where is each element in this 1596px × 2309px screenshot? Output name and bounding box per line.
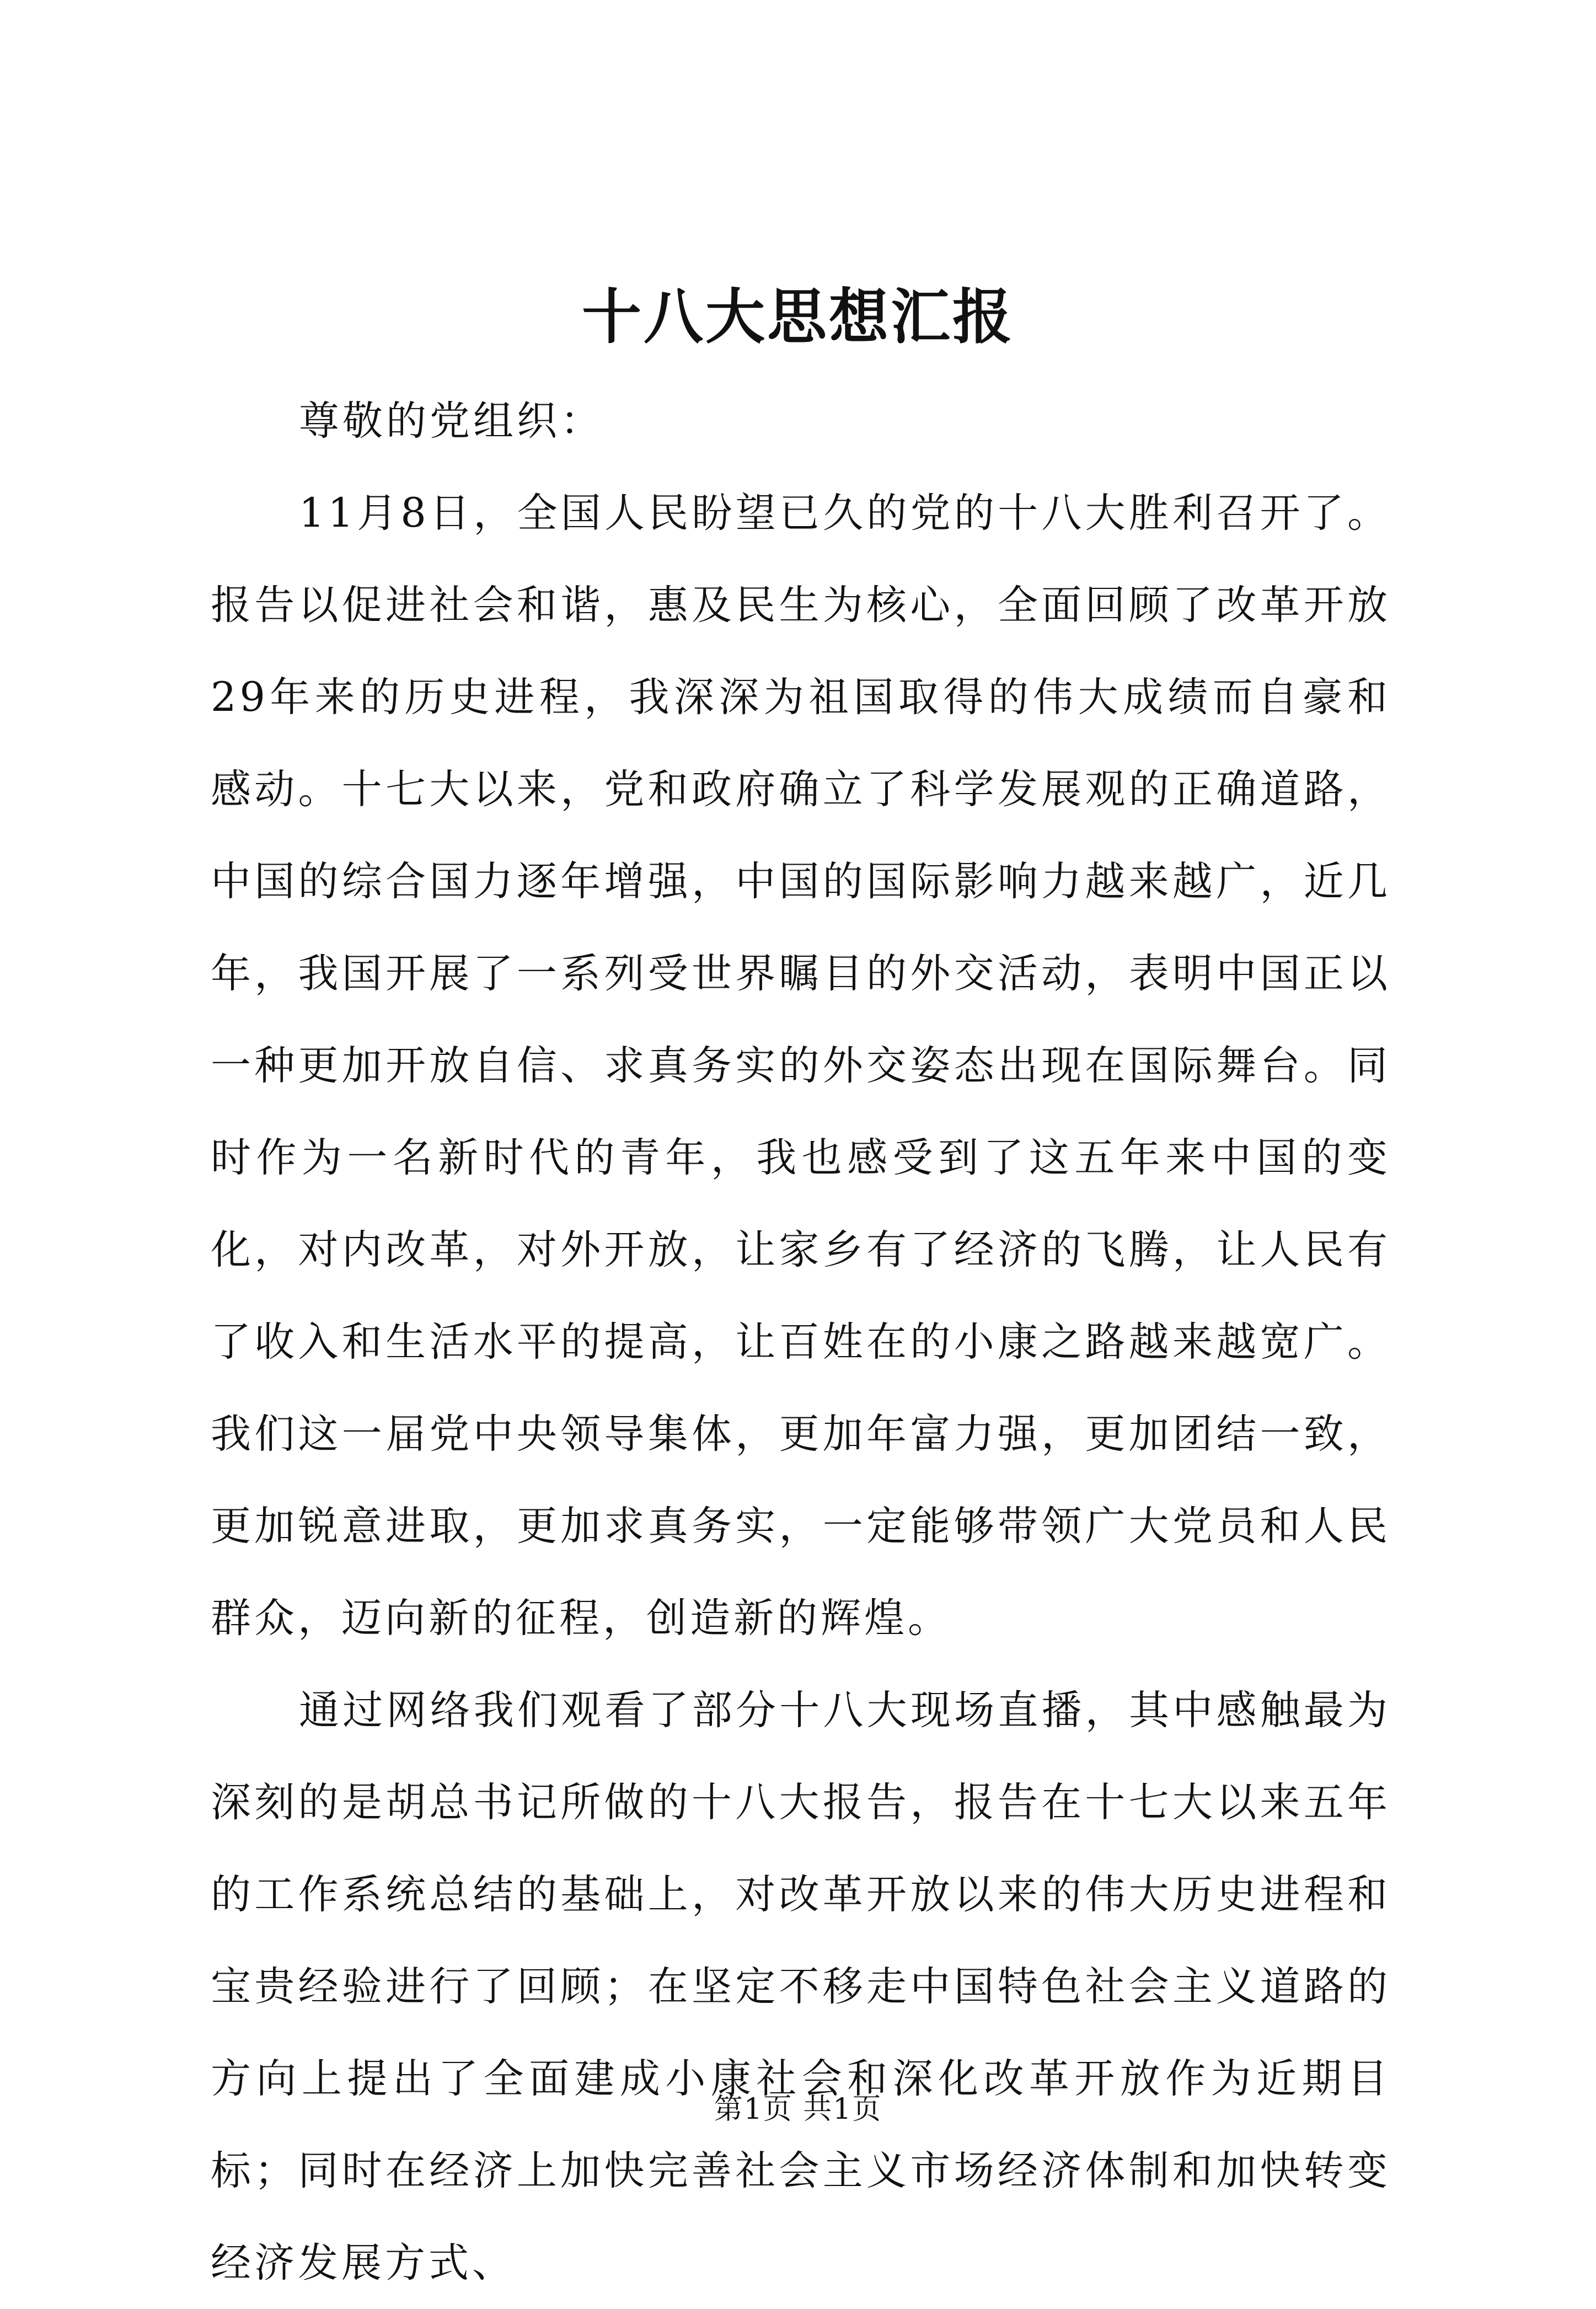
document-body <box>211 375 1391 2309</box>
paragraph-1: 11月8日，全国人民盼望已久的党的十八大胜利召开了。报告以促进社会和谐，惠及民生为核心，全面回顾了改革开放29年来的历史进程，我深深为祖国取得的伟大成绩而自豪和感动。十七大以来，党和政府确立了科学发展观的正确道路，中国的综合国力逐年增强，中国的国际影响力越来越广，近几年，我国开展了一系列受世界瞩目的外交活动，表明中国正以一种更加开放自信、求真务实的外交姿态出现在国际舞台。同时作为一名新时代的青年，我也感受到了这五年来中国的变化，对内改革，对外开放，让家乡有了经济的飞腾，让人民有了收入和生活水平的提高，让百姓在的小康之路越来越宽广。我们这一届党中央领导集体，更加年富力强，更加团结一致，更加锐意进取，更加求真务实，一定能够带领广大党员和人民群众，迈向新的征程，创造新的辉煌。 <box>211 490 1391 1642</box>
paragraph-2: 通过网络我们观看了部分十八大现场直播，其中感触最为深刻的是胡总书记所做的十八大报告，报告在十七大以来五年的工作系统总结的基础上，对改革开放以来的伟大历史进程和宝贵经验进行了回顾；在坚定不移走中国特色社会主义道路的方向上提出了全面建成小康社会和深化改革开放作为近期目标；同时在经济上加快完善社会主义市场经济体制和加快转变经济发展方式、 <box>211 1687 1391 2286</box>
document-title: 十八大思想汇报 <box>581 282 1014 352</box>
page-footer: 第1页 共1页 <box>714 2093 882 2126</box>
salutation: 尊敬的党组织： <box>299 398 604 444</box>
